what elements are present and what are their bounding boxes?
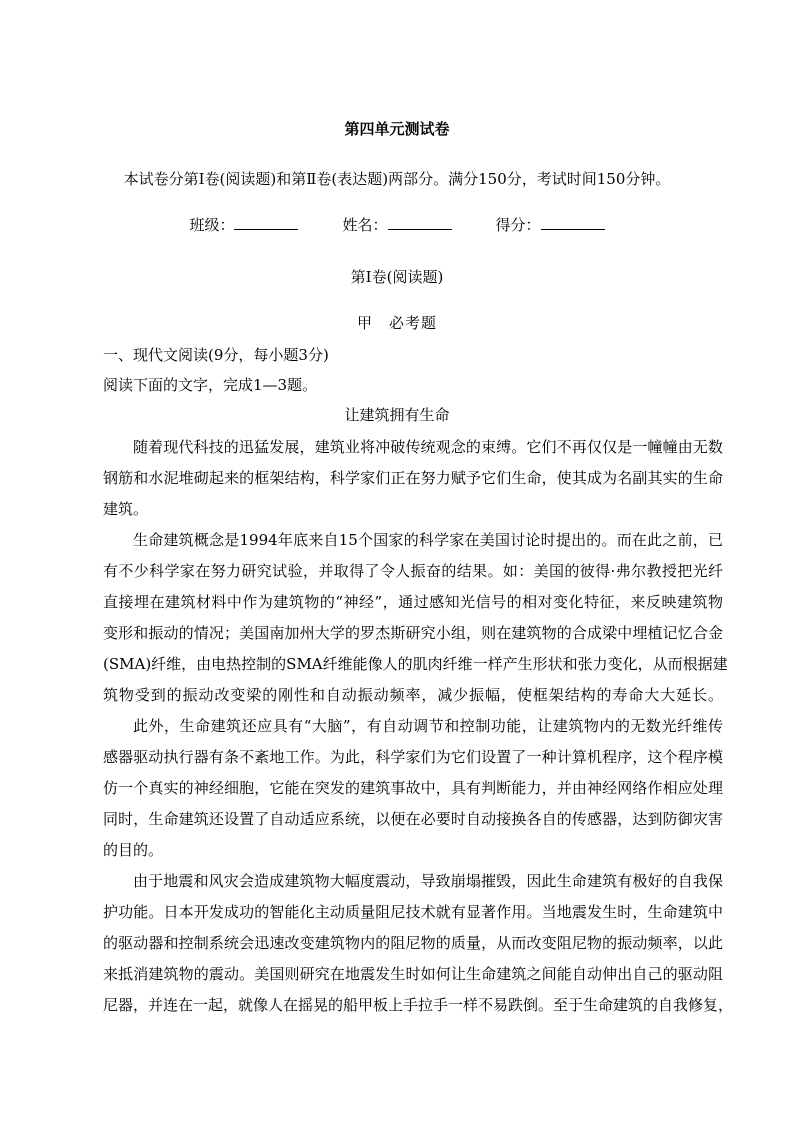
article-line: 变形和振动的情况；美国南加州大学的罗杰斯研究小组，则在建筑物的合成梁中埋植记忆合金: [103, 624, 723, 642]
article-line: 感器驱动执行器有条不紊地工作。为此，科学家们为它们设置了一种计算机程序，这个程序模: [103, 748, 723, 766]
article-line: 随着现代科技的迅猛发展，建筑业将冲破传统观念的束缚。它们不再仅仅是一幢幢由无数: [133, 438, 723, 456]
student-info-row: [0, 214, 794, 235]
article-title: 让建筑拥有生命: [344, 406, 450, 424]
exam-intro: 本试卷分第Ⅰ卷(阅读题)和第Ⅱ卷(表达题)两部分。满分150分，考试时间150分钟。: [123, 170, 671, 188]
article-line: 尼器，并连在一起，就像人在摇晃的船甲板上手拉手一样不易跌倒。至于生命建筑的自我修复，: [103, 996, 734, 1014]
article-line: 同时，生命建筑还设置了自动适应系统，以便在必要时自动接换各自的传感器，达到防御灾害: [103, 810, 723, 828]
article-line: 有不少科学家在努力研究试验，并取得了令人振奋的结果。如：美国的彼得·弗尔教授把光纤: [103, 562, 723, 580]
article-line: 筑物受到的振动改变梁的刚性和自动振动频率，减少振幅，使框架结构的寿命大大延长。: [103, 686, 723, 704]
article-line: 由于地震和风灾会造成建筑物大幅度震动，导致崩塌摧毁，因此生命建筑有极好的自我保: [133, 872, 723, 890]
article-line: 仿一个真实的神经细胞，它能在突发的建筑事故中，具有判断能力，并由神经网络作相应处理: [103, 779, 723, 797]
article-line: 护功能。日本开发成功的智能化主动质量阻尼技术就有显著作用。当地震发生时，生命建筑中: [103, 903, 723, 921]
score-blank[interactable]: [541, 215, 605, 230]
name-blank[interactable]: [388, 215, 452, 230]
article-line: 建筑。: [103, 500, 149, 518]
reading-instruction: 阅读下面的文字，完成1—3题。: [103, 376, 318, 394]
class-blank[interactable]: [234, 215, 298, 230]
article-line: 直接埋在建筑材料中作为建筑物的“神经”，通过感知光信号的相对变化特征，来反映建筑物: [103, 593, 723, 611]
article-line: 生命建筑概念是1994年底来自15个国家的科学家在美国讨论时提出的。而在此之前，已: [133, 531, 723, 549]
volume-title: 第Ⅰ卷(阅读题): [350, 268, 444, 286]
exam-title: 第四单元测试卷: [344, 120, 450, 138]
name-label: 姓名：: [342, 216, 388, 234]
score-label: 得分：: [495, 216, 541, 234]
article-line: 的驱动器和控制系统会迅速改变建筑物内的阻尼物的质量，从而改变阻尼物的振动频率，以此: [103, 934, 723, 952]
article-line: 的目的。: [103, 841, 164, 859]
part-title: 甲 必考题: [356, 314, 437, 332]
article-line: 钢筋和水泥堆砌起来的框架结构，科学家们正在努力赋予它们生命，使其成为名副其实的生命: [103, 469, 723, 487]
class-label: 班级：: [189, 216, 235, 234]
question-heading: 一、现代文阅读(9分，每小题3分): [103, 346, 329, 364]
article-line: (SMA)纤维，由电热控制的SMA纤维能像人的肌肉纤维一样产生形状和张力变化，从而根据建: [103, 655, 728, 673]
article-line: 来抵消建筑物的震动。美国则研究在地震发生时如何让生命建筑之间能自动伸出自己的驱动阻: [103, 965, 723, 983]
article-line: 此外，生命建筑还应具有“大脑”，有自动调节和控制功能，让建筑物内的无数光纤维传: [133, 717, 723, 735]
